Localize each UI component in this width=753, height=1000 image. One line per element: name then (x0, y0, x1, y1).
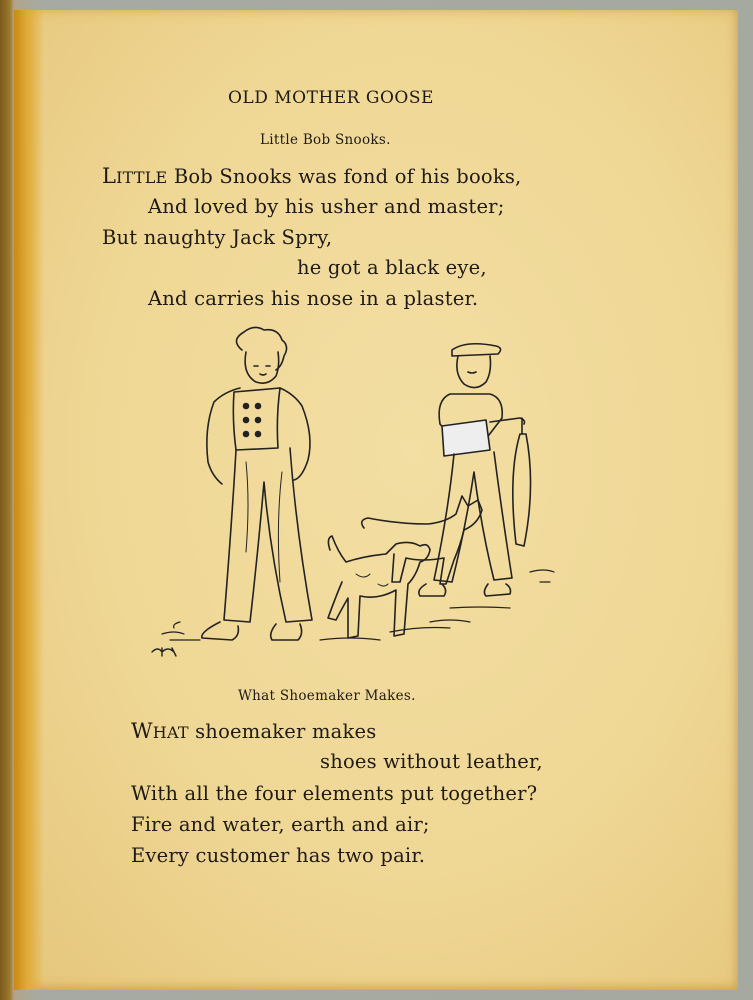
dog-back-figure (362, 496, 482, 584)
poem2-line3: With all the four elements put together? (131, 782, 538, 805)
poem1-line2: And loved by his usher and master; (148, 195, 505, 218)
poem1-small-caps: ITTLE (116, 168, 168, 187)
boy-bob-figure (202, 327, 312, 640)
poem2-line4: Fire and water, earth and air; (131, 813, 430, 836)
poem2-line1-rest: shoemaker makes (188, 720, 377, 743)
boy-jack-figure (419, 344, 531, 596)
poem1-line5: And carries his nose in a plaster. (148, 287, 479, 310)
boys-and-dogs-illustration (150, 322, 570, 667)
poem1-line1 (102, 164, 521, 188)
poem1-title: Little Bob Snooks. (260, 132, 391, 148)
poem2-title: What Shoemaker Makes. (238, 688, 416, 704)
poem2-line5: Every customer has two pair. (131, 844, 426, 867)
poem1-line1-rest: Bob Snooks was fond of his books, (167, 165, 522, 188)
poem1-drop-initial: L (102, 164, 117, 188)
running-head: OLD MOTHER GOOSE (228, 88, 434, 108)
dog-front-figure (328, 536, 430, 638)
poem2-line2: shoes without leather, (320, 750, 543, 773)
poem1-line3: But naughty Jack Spry, (102, 226, 333, 249)
poem2-drop-initial: W (131, 719, 153, 743)
artist-monogram (152, 648, 176, 656)
page-gutter (14, 10, 44, 990)
poem2-small-caps: HAT (152, 723, 189, 742)
poem2-line1 (131, 719, 376, 743)
poem1-line4: he got a black eye, (297, 256, 487, 279)
